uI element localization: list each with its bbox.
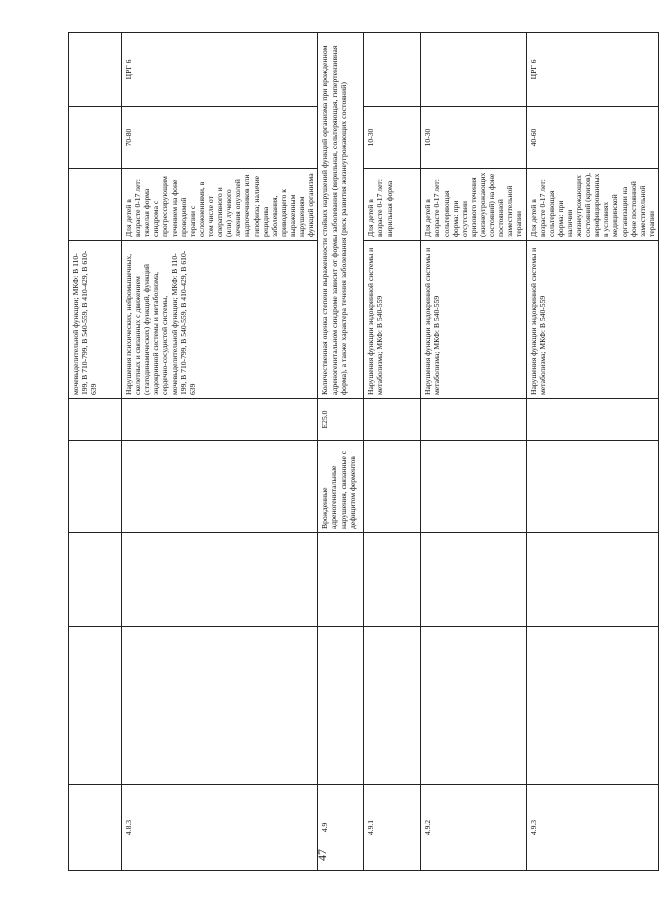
group-cell: ЦРГ 6 <box>526 33 659 107</box>
group-cell <box>69 33 122 107</box>
code-cell: 4.9 <box>318 785 364 871</box>
percent-cell <box>69 107 122 169</box>
disease-cell <box>364 441 421 533</box>
group-cell <box>364 33 421 107</box>
table-row <box>69 33 122 871</box>
empty-cell <box>421 627 526 785</box>
empty-cell <box>318 533 364 627</box>
table-row <box>364 33 421 871</box>
merged-description-cell: Количественная оценка степени выраженности стойких нарушений функций организма при врожденном адреногенитальном синдроме зависит от формы заболевания (вирильная, сольтеряющая, гипертензивная форма), а также характера течения заболевания (риск развития жизнеугрожающих состояний) <box>318 33 364 399</box>
group-cell: ЦРГ 6 <box>122 33 318 107</box>
rotated-table-wrapper <box>68 33 656 871</box>
empty-cell <box>526 627 659 785</box>
table-row <box>421 33 526 871</box>
criteria-cell: Для детей в возрасте 0-17 лет: вирильная форма <box>364 169 421 241</box>
empty-cell <box>421 533 526 627</box>
icd-cell <box>526 399 659 441</box>
icd-cell <box>421 399 526 441</box>
disability-criteria-table <box>68 32 659 871</box>
percent-cell: 10-30 <box>421 107 526 169</box>
function-cell: Нарушения функции эндокринной системы и метаболизма; МКФ: В 540-559 <box>364 241 421 399</box>
disease-cell <box>122 441 318 533</box>
icd-cell <box>364 399 421 441</box>
disease-cell <box>69 441 122 533</box>
code-cell: 4.9.1 <box>364 785 421 871</box>
code-cell: 4.9.2 <box>421 785 526 871</box>
table-row <box>122 33 318 871</box>
code-cell <box>69 785 122 871</box>
percent-cell: 10-30 <box>364 107 421 169</box>
group-cell <box>421 33 526 107</box>
disease-cell: Врожденные адреногенитальные нарушения, связанные с дефицитом ферментов <box>318 441 364 533</box>
code-cell: 4.8.3 <box>122 785 318 871</box>
disease-cell <box>526 441 659 533</box>
criteria-cell: Для детей в возрасте 0-17 лет: сольтеряющая форма: при отсутствии кризового течения (жизнеугрожающих состояний) на фоне постоянной заместительной терапии <box>421 169 526 241</box>
empty-cell <box>526 533 659 627</box>
icd-cell: E25.0 <box>318 399 364 441</box>
empty-cell <box>318 627 364 785</box>
empty-cell <box>122 627 318 785</box>
table-row <box>318 33 364 871</box>
function-cell: Нарушения функции эндокринной системы и метаболизма; МКФ: В 540-559 <box>421 241 526 399</box>
disease-cell <box>421 441 526 533</box>
empty-cell <box>364 533 421 627</box>
criteria-cell <box>69 169 122 241</box>
page-number: 47 <box>315 849 329 861</box>
empty-cell <box>69 533 122 627</box>
icd-cell <box>69 399 122 441</box>
empty-cell <box>122 533 318 627</box>
function-cell: мочевыделительной функции; МКФ: В 110-199, В 710-799, В 540-559, В 410-429, В 610-639 <box>69 241 122 399</box>
percent-cell: 70-80 <box>122 107 318 169</box>
table-row <box>526 33 659 871</box>
percent-cell: 40-60 <box>526 107 659 169</box>
function-cell: Нарушения функции эндокринной системы и метаболизма; МКФ: В 540-559 <box>526 241 659 399</box>
function-cell: Нарушения психических, нейромышечных, скелетных и связанных с движением (статодинамических) функций, функций эндокринной системы и метаболизма, сердечно-сосудистой системы, мочевыделительной функции; МКФ: В 110-199, В 710-799, В 540-559, В 410-429, В 610-639 <box>122 241 318 399</box>
code-cell: 4.9.3 <box>526 785 659 871</box>
criteria-cell: Для детей в возрасте 0-17 лет: сольтеряющая форма: при наличии жизнеугрожающих состояний (кризов), верифицированных в условиях медицинской организации на фоне постоянной заместительной терапии <box>526 169 659 241</box>
criteria-cell: Для детей в возрасте 0-17 лет: тяжелая форма синдрома с прогрессирующим течением на фоне проводимой терапии с осложнениями, в том числе от оперативного и (или) лучевого лечения опухолей надпочечников или гипофиза; наличие рецидива заболевания, приводящего к выраженным нарушениям функций организма <box>122 169 318 241</box>
empty-cell <box>69 627 122 785</box>
empty-cell <box>364 627 421 785</box>
icd-cell <box>122 399 318 441</box>
